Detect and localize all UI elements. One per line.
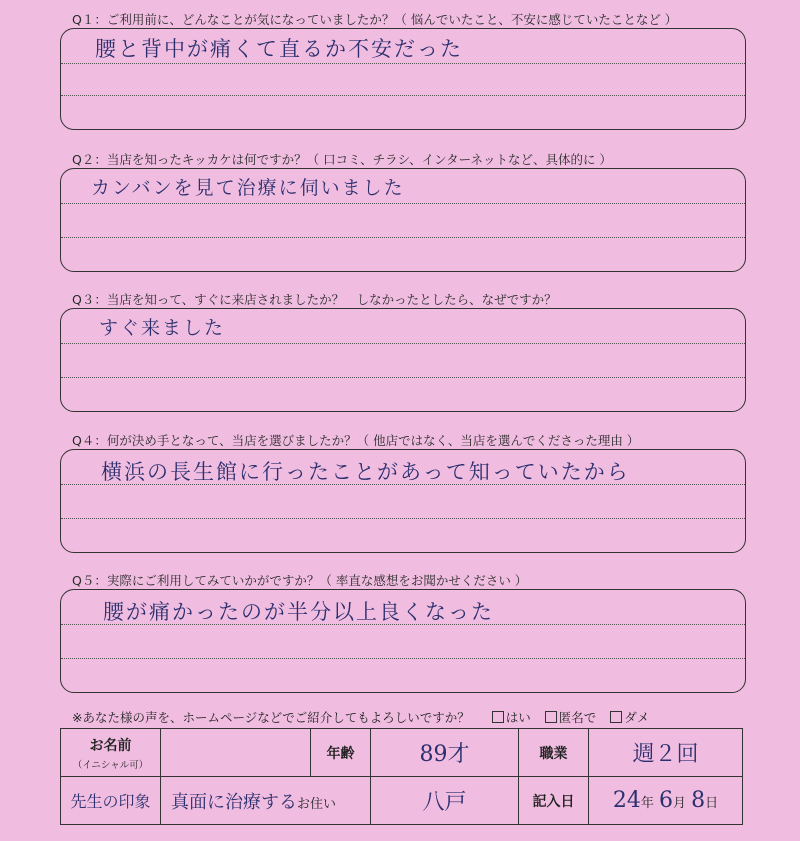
answer-box-3 bbox=[60, 308, 746, 412]
date-year: 24 bbox=[612, 788, 641, 813]
year-unit: 年 bbox=[640, 796, 654, 811]
job-value[interactable]: 週２回 bbox=[632, 742, 699, 767]
name-label: お名前 bbox=[89, 737, 132, 754]
name-value[interactable] bbox=[161, 729, 311, 777]
answer-box-5 bbox=[60, 589, 746, 693]
question-4-label: Q４：何が決め手となって、当店を選びましたか？（ 他店ではなく、当店を選んでくださった理由 ） bbox=[72, 433, 640, 448]
answer-5: 腰が痛かったのが半分以上良くなった bbox=[103, 600, 494, 624]
residence-label: お住い bbox=[297, 796, 337, 812]
answer-box-2 bbox=[60, 168, 746, 272]
answer-4: 横浜の長生館に行ったことがあって知っていたから bbox=[101, 460, 630, 484]
consent-text: ※あなた様の声を、ホームページなどでご紹介してもよろしいですか？ bbox=[72, 710, 470, 725]
answer-3: すぐ来ました bbox=[99, 317, 226, 339]
consent-yes-label: はい bbox=[505, 710, 531, 725]
impression-value[interactable]: 真面に治療する bbox=[171, 791, 297, 813]
day-unit: 日 bbox=[705, 796, 719, 811]
age-value[interactable]: 89才 bbox=[419, 742, 470, 767]
question-5-label: Q５：実際にご利用してみていかがですか？（ 率直な感想をお聞かせください ） bbox=[72, 573, 528, 588]
answer-box-4 bbox=[60, 449, 746, 553]
answer-box-1 bbox=[60, 28, 746, 130]
question-1-label: Q１：ご利用前に、どんなことが気になっていましたか？（ 悩んでいたこと、不安に感じていたことなど ） bbox=[72, 12, 678, 27]
job-label: 職業 bbox=[539, 745, 568, 762]
consent-yes-checkbox[interactable] bbox=[492, 711, 504, 723]
month-unit: 月 bbox=[672, 796, 686, 811]
name-sub-label: （イニシャル可） bbox=[72, 759, 149, 771]
age-label: 年齢 bbox=[326, 745, 355, 762]
impression-label: 先生の印象 bbox=[70, 792, 151, 811]
answer-2: カンバンを見て治療に伺いました bbox=[91, 177, 405, 199]
question-2-label: Q２：当店を知ったキッカケは何ですか？（ 口コミ、チラシ、インターネットなど、具体的に ） bbox=[72, 152, 612, 167]
answer-1: 腰と背中が痛くて直るか不安だった bbox=[95, 37, 463, 61]
consent-notice bbox=[72, 708, 649, 726]
date-value[interactable] bbox=[589, 777, 743, 825]
name-label-cell bbox=[61, 729, 161, 777]
consent-no-checkbox[interactable] bbox=[610, 711, 622, 723]
consent-anonymous-label: 匿名で bbox=[558, 710, 597, 725]
question-3-label: Q３：当店を知って、すぐに来店されましたか？ しなかったとしたら、なぜですか？ bbox=[72, 292, 557, 307]
date-day: 8 bbox=[691, 788, 706, 813]
consent-anonymous-checkbox[interactable] bbox=[545, 711, 557, 723]
residence-value[interactable]: 八戸 bbox=[422, 790, 467, 815]
customer-info-table bbox=[60, 728, 743, 825]
consent-no-label: ダメ bbox=[624, 710, 650, 725]
date-label: 記入日 bbox=[532, 793, 575, 810]
date-month: 6 bbox=[658, 788, 673, 813]
